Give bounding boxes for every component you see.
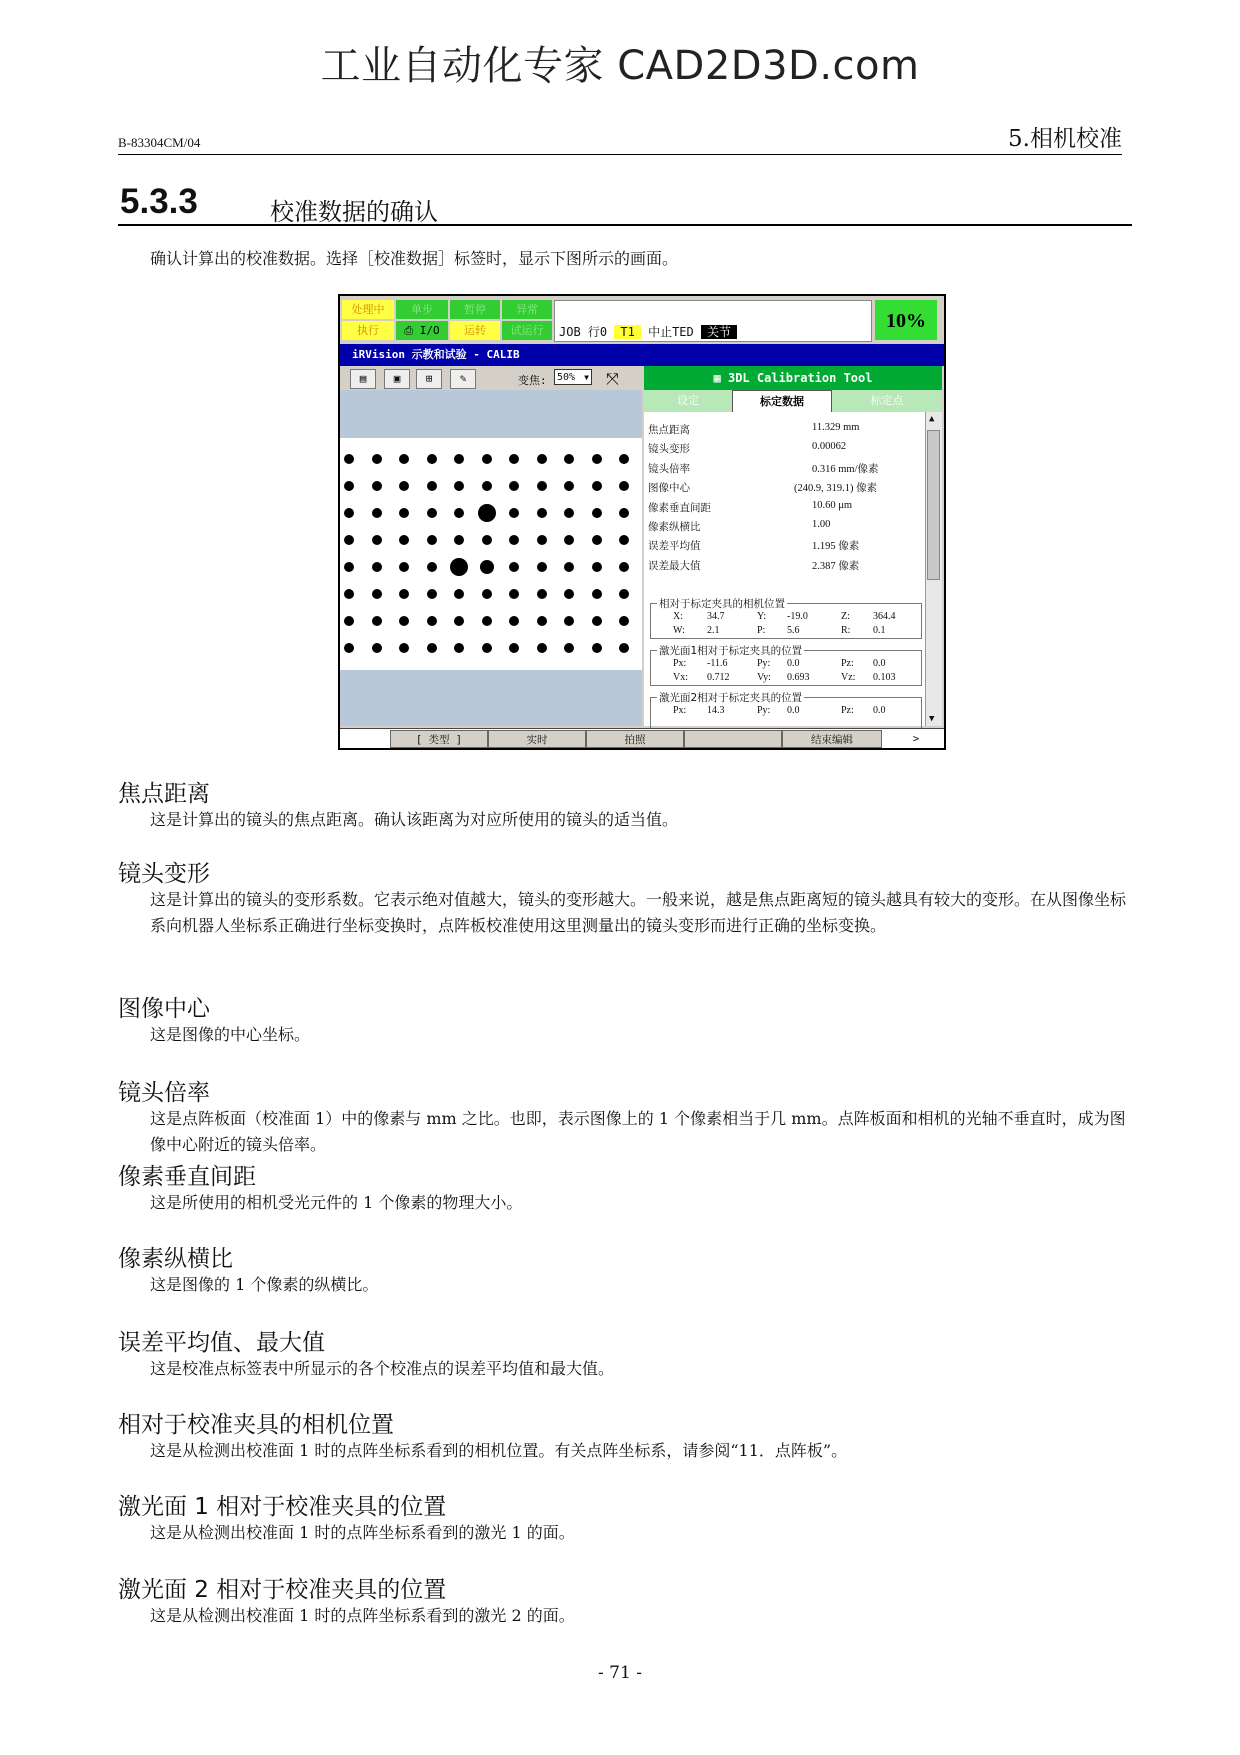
coord-value: 5.6: [787, 625, 800, 636]
override-percent: 10%: [875, 300, 937, 340]
coord-value: 2.1: [707, 625, 720, 636]
coord-label: Vz:: [841, 672, 856, 683]
field-value: (240.9, 319.1) 像素: [794, 483, 878, 495]
coord-label: Pz:: [841, 658, 854, 669]
page-header: [118, 124, 1122, 155]
page-number: - 71 -: [598, 1663, 642, 1683]
calibration-dot: [372, 454, 382, 464]
calibration-dot: [399, 535, 409, 545]
coord-value: 364.4: [873, 611, 896, 622]
calibration-dot: [537, 481, 547, 491]
calibration-dot: [482, 589, 492, 599]
calibration-dot: [537, 589, 547, 599]
field-value: 2.387 像素: [812, 560, 860, 572]
calibration-dot: [372, 616, 382, 626]
window-title: iRVision 示教和试验 - CALIB: [340, 344, 944, 366]
coord-label: Y:: [757, 611, 767, 622]
calibration-dot: [454, 535, 464, 545]
item-heading: 镜头倍率: [118, 1080, 210, 1106]
calibration-dot: [509, 616, 519, 626]
calibration-dot: [399, 508, 409, 518]
coord-value: 14.3: [707, 705, 725, 716]
coord-label: Py:: [757, 658, 771, 669]
calibration-dot: [592, 481, 602, 491]
camera-position-group: [650, 598, 922, 639]
calibration-dot: [344, 562, 354, 572]
laser1-position-group: [650, 645, 922, 686]
laser2-position-group: [650, 692, 922, 728]
calibration-dot: [509, 508, 519, 518]
calibration-dot: [482, 454, 492, 464]
calibration-dot: [537, 616, 547, 626]
calibration-dot: [454, 454, 464, 464]
item-text: 这是计算出的镜头的焦点距离。确认该距离为对应所使用的镜头的适当值。: [150, 810, 679, 829]
calibration-dot: [372, 535, 382, 545]
calibration-dot: [344, 589, 354, 599]
field-label: 镜头倍率: [648, 462, 690, 475]
coord-label: Py:: [757, 705, 771, 716]
joint-badge: 关节: [701, 325, 737, 339]
calibration-dot: [564, 562, 574, 572]
calibration-dot: [482, 481, 492, 491]
job-line: [559, 323, 737, 340]
coord-label: X:: [673, 611, 683, 622]
field-label: 图像中心: [648, 482, 690, 495]
fkey-type[interactable]: [ 类型 ]: [390, 730, 488, 748]
calibration-dot: [427, 454, 437, 464]
field-label: 像素纵横比: [648, 521, 701, 533]
calibration-dot: [592, 508, 602, 518]
coord-label: Vx:: [673, 672, 688, 683]
calibration-dot: [564, 535, 574, 545]
coord-label: Pz:: [841, 705, 854, 716]
calibration-dot: [592, 589, 602, 599]
printer-icon: ⎙: [404, 324, 414, 337]
calibration-dot: [480, 560, 494, 574]
chevron-down-icon: ▼: [584, 373, 589, 382]
scroll-down-icon[interactable]: ▼: [929, 714, 935, 724]
t1-badge: T1: [614, 325, 640, 339]
status-io: [396, 321, 448, 340]
calibration-dot: [399, 562, 409, 572]
calibration-dot: [427, 616, 437, 626]
calibration-dot: [619, 643, 629, 653]
item-text: 这是点阵板面（校准面 1）中的像素与 mm 之比。也即，表示图像上的 1 个像素相当于几 mm。点阵板面和相机的光轴不垂直时，成为图像中心附近的镜头倍率。: [150, 1109, 1126, 1154]
calibration-screen: [338, 294, 946, 750]
save-image-button[interactable]: [384, 369, 410, 389]
zoom-select[interactable]: [554, 369, 592, 385]
field-label: 焦点距离: [648, 424, 690, 436]
vertical-scrollbar[interactable]: [925, 412, 942, 726]
calibration-dot: [592, 562, 602, 572]
calibration-dot: [454, 616, 464, 626]
item-heading: 激光面 1 相对于校准夹具的位置: [118, 1494, 447, 1520]
calibration-dot: [482, 643, 492, 653]
dot-grid-image: [340, 438, 642, 670]
status-pause: 暂停: [450, 300, 500, 319]
calibration-dot: [592, 616, 602, 626]
calibration-dot: [478, 504, 496, 522]
fkey-next[interactable]: >: [896, 730, 936, 748]
field-value: 10.60 μm: [812, 499, 853, 511]
calibration-dot: [482, 535, 492, 545]
coord-label: R:: [841, 625, 851, 636]
tool-icon: ▦: [713, 371, 721, 385]
item-heading: 相对于校准夹具的相机位置: [118, 1412, 394, 1438]
coord-value: 0.1: [873, 625, 886, 636]
fkey-blank[interactable]: [684, 730, 782, 748]
coord-label: Px:: [673, 658, 687, 669]
tool-title: 3DL Calibration Tool: [727, 371, 873, 385]
coord-value: 0.0: [873, 705, 886, 716]
coord-value: 0.0: [873, 658, 886, 669]
field-value: 1.00: [812, 519, 831, 530]
calibration-dot: [592, 643, 602, 653]
intro-paragraph: 确认计算出的校准数据。选择［校准数据］标签时，显示下图所示的画面。: [150, 249, 679, 268]
field-label: 像素垂直间距: [648, 501, 711, 514]
calibration-dot: [592, 454, 602, 464]
watermark: 工业自动化专家 CAD2D3D.com: [320, 43, 920, 89]
calibration-dot: [372, 562, 382, 572]
tab-calibration-points[interactable]: 标定点: [870, 394, 904, 407]
calibration-dot: [564, 481, 574, 491]
zoom-label: 变焦:: [518, 374, 547, 387]
field-label: 误差平均值: [648, 540, 701, 553]
fkey-end-edit[interactable]: 结束编辑: [782, 730, 882, 748]
calibration-dot: [344, 454, 354, 464]
coord-label: Px:: [673, 705, 687, 716]
calibration-dot: [427, 535, 437, 545]
calibration-dot: [564, 454, 574, 464]
item-heading: 图像中心: [118, 996, 210, 1022]
calibration-dot: [537, 643, 547, 653]
item-heading: 误差平均值、最大值: [118, 1330, 325, 1356]
coord-value: 0.712: [707, 672, 730, 683]
grid-icon: ⊞: [425, 372, 433, 385]
calibration-dot: [619, 562, 629, 572]
calibration-dot: [537, 454, 547, 464]
calibration-dot: [509, 481, 519, 491]
calibration-dot: [372, 508, 382, 518]
calibration-dot: [399, 589, 409, 599]
calibration-dot: [564, 616, 574, 626]
job-status-bar: [554, 300, 872, 342]
field-value: 1.195 像素: [812, 541, 860, 553]
tab-bar: [644, 390, 942, 412]
fkey-live[interactable]: 实时: [488, 730, 586, 748]
fit-window-icon[interactable]: ⤧: [606, 369, 619, 388]
coord-value: 0.0: [787, 705, 800, 716]
calibration-dot: [344, 535, 354, 545]
calibration-dot: [619, 508, 629, 518]
scroll-thumb[interactable]: [927, 430, 940, 580]
item-text: 这是从检测出校准面 1 时的点阵坐标系看到的相机位置。有关点阵坐标系，请参阅“11．点阵板”。: [150, 1441, 848, 1460]
field-value: 11.329 mm: [812, 422, 860, 433]
calibration-dot: [509, 535, 519, 545]
coord-value: 0.0: [787, 658, 800, 669]
item-text: 这是从检测出校准面 1 时的点阵坐标系看到的激光 1 的面。: [150, 1523, 575, 1542]
chapter-title: 5.相机校准: [1008, 126, 1122, 152]
calibration-dot: [509, 589, 519, 599]
job-label: JOB: [559, 325, 581, 339]
scroll-up-icon[interactable]: ▲: [929, 414, 935, 424]
tab-calibration-data[interactable]: 标定数据: [732, 390, 832, 412]
zoom-value: 50%: [557, 372, 576, 383]
calibration-dot: [619, 454, 629, 464]
item-text: 这是校准点标签表中所显示的各个校准点的误差平均值和最大值。: [150, 1359, 615, 1378]
line-label: 行0: [587, 325, 608, 339]
calibration-dot: [619, 589, 629, 599]
group-title: 激光面1相对于标定夹具的位置: [659, 645, 803, 657]
item-heading: 激光面 2 相对于校准夹具的位置: [118, 1577, 447, 1603]
calibration-dot: [592, 535, 602, 545]
calibration-dot: [454, 643, 464, 653]
field-value: 0.316 mm/像素: [812, 463, 879, 475]
calibration-dot: [372, 589, 382, 599]
calibration-dot: [564, 589, 574, 599]
item-heading: 镜头变形: [118, 861, 210, 887]
item-heading: 焦点距离: [118, 781, 210, 807]
status-io-label: I/O: [419, 324, 440, 337]
coord-value: 0.693: [787, 672, 810, 683]
section-number: 5.3.3: [120, 182, 198, 221]
coord-label: P:: [757, 625, 766, 636]
calibration-dot: [537, 535, 547, 545]
calibration-dot: [427, 562, 437, 572]
calibration-dot: [344, 643, 354, 653]
item-text: 这是图像的中心坐标。: [150, 1025, 311, 1044]
abort-label: 中止TED: [648, 325, 694, 339]
status-run: 运转: [450, 321, 500, 340]
section-heading: [118, 178, 1132, 226]
section-title: 校准数据的确认: [270, 198, 438, 226]
group-title: 相对于标定夹具的相机位置: [659, 598, 785, 610]
calibration-dot: [372, 481, 382, 491]
image-toolbar: [340, 366, 642, 390]
tab-settings[interactable]: 设定: [677, 394, 699, 407]
tool-title-bar: [644, 366, 942, 390]
item-text: 这是图像的 1 个像素的纵横比。: [150, 1275, 379, 1294]
calibration-dot: [344, 508, 354, 518]
calibration-dot: [399, 481, 409, 491]
calibration-dot: [399, 616, 409, 626]
calibration-dot: [427, 589, 437, 599]
calibration-dot: [427, 643, 437, 653]
pen-icon: ✎: [459, 372, 467, 385]
calibration-dot: [454, 589, 464, 599]
pen-button[interactable]: [450, 369, 476, 389]
item-heading: 像素纵横比: [118, 1246, 233, 1272]
field-value: 0.00062: [812, 441, 847, 453]
calibration-dot: [344, 481, 354, 491]
calibration-dot: [509, 454, 519, 464]
calibration-dot: [372, 643, 382, 653]
status-step: 单步: [396, 300, 448, 319]
camera-image[interactable]: [340, 390, 642, 726]
calibration-dot: [619, 535, 629, 545]
item-text: 这是所使用的相机受光元件的 1 个像素的物理大小。: [150, 1193, 523, 1212]
item-text: 这是从检测出校准面 1 时的点阵坐标系看到的激光 2 的面。: [150, 1606, 575, 1625]
calibration-dot: [509, 562, 519, 572]
field-label: 镜头变形: [648, 443, 690, 456]
tool-panel: [644, 366, 942, 726]
coord-label: W:: [673, 625, 685, 636]
group-title: 激光面2相对于标定夹具的位置: [659, 692, 803, 704]
field-label: 误差最大值: [648, 559, 701, 572]
folder-icon: ▤: [359, 372, 367, 385]
status-processing: 处理中: [342, 300, 394, 319]
calibration-dot: [564, 508, 574, 518]
calibration-dot: [564, 643, 574, 653]
calibration-dot: [537, 562, 547, 572]
calibration-dot: [509, 643, 519, 653]
calibration-dot: [454, 481, 464, 491]
status-execute: 执行: [342, 321, 394, 340]
calibration-dot: [619, 481, 629, 491]
calibration-dot: [454, 508, 464, 518]
item-text: 这是计算出的镜头的变形系数。它表示绝对值越大，镜头的变形越大。一般来说，越是焦点距离短的镜头越具有较大的变形。在从图像坐标系向机器人坐标系正确进行坐标变换时，点阵板校准使用这里测量出的镜头变形而进行正确的坐标变换。: [150, 890, 1127, 935]
save-icon: ▣: [393, 372, 401, 385]
calibration-dot: [344, 616, 354, 626]
coord-value: -19.0: [787, 611, 808, 622]
coord-value: 0.103: [873, 672, 896, 683]
open-image-button[interactable]: [350, 369, 376, 389]
status-alarm: 异常: [502, 300, 552, 319]
calibration-dot: [450, 558, 468, 576]
coord-label: Z:: [841, 611, 850, 622]
calibration-dot: [427, 481, 437, 491]
item-heading: 像素垂直间距: [118, 1164, 256, 1190]
coord-value: -11.6: [707, 658, 728, 669]
calibration-dot: [399, 454, 409, 464]
grid-button[interactable]: [416, 369, 442, 389]
status-test: 试运行: [502, 321, 552, 340]
calibration-dot: [427, 508, 437, 518]
doc-number: B-83304CM/04: [118, 135, 201, 150]
function-key-bar: [340, 728, 944, 749]
coord-value: 34.7: [707, 611, 725, 622]
calibration-dot: [537, 508, 547, 518]
calibration-dot: [482, 616, 492, 626]
fkey-snap[interactable]: 拍照: [586, 730, 684, 748]
coord-label: Vy:: [757, 672, 771, 683]
calibration-dot: [619, 616, 629, 626]
calibration-dot: [399, 643, 409, 653]
